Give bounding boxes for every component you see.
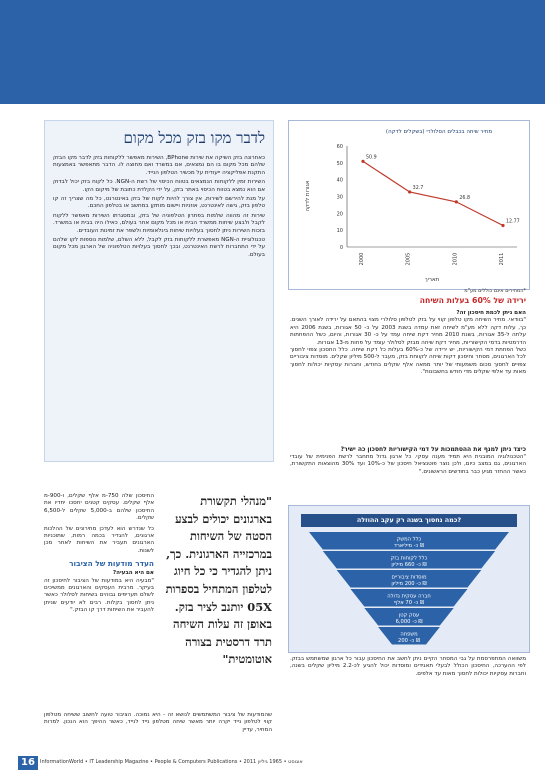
paragraph: כשל הפחתת דמי הקישוריות, יש ירידה של כ-60% בעלות כל דקת שיחה. כלל החסכון צפוי לחסוך לכל הארגונים, מסחר וחיסכון דקות שיחה לקווחת בזק, מעבר ל-500 מיליון שקלים. מוסדות ציבוריים צפויים לחסוך סכום משמעותי של יותר ממאה אלף שקלים בחודש, וחברות עסקיות יכולות לחסוך מאות עד אלפי שקלים מדי חודש בחשבונות". [290,347,526,376]
data-label: 12.77 [506,219,520,225]
chart-title: מחיר שיחה בכבלים הסלולרי (בשקלים לדקה) [385,129,493,135]
data-label: 50.9 [366,155,377,161]
sidebar-title: לדבר מקו בזק מכל מקום [123,129,265,147]
pyramid-level-name: עסק קטן [398,612,420,619]
subheading: העדר מודעות של הציבור [69,559,154,569]
section-body-2 [290,454,526,476]
x-axis-ticks [359,253,505,266]
y-tick-label: 60 [336,144,343,150]
paragraph: טכנולוגיית ה-NGN מאפשרת ללקוחות בזק לקבל, ללא השלם, שלמות נוספות לקו שלהם על ידי התחברות לרשת האינטרנט, ובכך לחסוך בעלויות הטלפוניה של הארגון מכל מקום בעולם. [53,237,265,258]
paragraph: החיסכון שלה 750-מ אלף שקלים, ו-900-מ אלף שקלים. עסקים קטנים יחסכו יחדיו את החיסכון שלהם ב-5,000 שקלים ל-6,500 שקלים. [44,493,154,522]
data-label: 32.7 [412,185,424,191]
paragraph: "מבעיה היא במודעות של הציבור לחיסכון זה בעיקר. מרבית העסקים והארגונים ממשיכים לשלם תעריפים גבוהים בשיחות לסלולר כאשר ניתן לחסוך בקלות. רבים לא יודעים שניתן להעביר את השיחות דרך קו הבזק." [44,577,154,614]
pyramid-level-amount: כ- 6,000 ₪ [395,619,423,625]
section-body [290,310,526,377]
data-point [455,200,458,203]
page-number: 16 [18,756,38,770]
savings-pyramid [288,505,530,653]
pyramid-level-name: מוסדות ציבוריים [391,574,427,581]
pyramid-title: כמה נחסוך בשנה רק עקב ההוזלה? [301,514,517,527]
pyramid-level-name: משפחה [400,631,418,638]
bottom-paragraph [44,712,272,734]
pyramid-level-amount: כ- 70 אלף ₪ [394,600,424,606]
price-chart [288,120,530,290]
section-heading: ירידה של 60% בעלות השיחה [419,296,526,305]
data-point [361,160,364,163]
footer-text: InformationWorld • IT Leadership Magazine • People & Computers Publications • 2011 אוגוסט • 1965 גיליון [40,759,303,765]
question: אם היא הבעיה? [112,570,154,577]
y-tick-label: 20 [336,211,343,218]
data-point [408,190,411,193]
data-label: 26.8 [459,195,471,201]
pyramid-level-amount: כ- 200 ₪ [398,638,420,644]
y-tick-label: 0 [339,245,343,251]
paragraph: השירות זמין ללקוחות הנמצאים בטווח הכיסוי של רשת ה-NGN. כל לקוח בזק יכול לבדוק אם הוא נמצא בטווח הכיסוי באתר בזק, על ידי הקלדת כתובת של מיקום הקו. [53,179,265,193]
pyramid-level-name: חברה עסקית גדולה [387,593,431,600]
pyramid-level-amount: כ- 200 מיליון ₪ [391,581,427,587]
sidebar-body [53,155,265,259]
question: האם ניתן לכמת חיסכון זה? [456,310,526,316]
y-tick-label: 50 [336,160,343,167]
header-band [0,0,545,104]
section-body-3 [290,656,526,678]
chart-svg [289,121,529,289]
paragraph: שירות זה מהווה שלמות בפתרון הטלפוניה של בזק, ובמסגרתו השירות מאפשר ללקוח לקבל ולבצע שיחות ממשרד הבית או מכל מקום אחר בעולם, כאילו היה בבית או במשרד. בזכות השירות ניתן לחסוך בעלויות שיחות בינלאומיות ולשפר את זמינות העובדים. [53,212,265,234]
paragraph: על מנת להירשם לשירות, אין צורך להיות לקוח של בזק באינטרנט, כל מה שצריך זה קו טלפון בזק, גישה לאינטרנט, אוזניות ויישום מותקן במחשב או בטלפון החכם. [53,196,265,210]
paragraph: "בוודאי. מחיר השיחה מקו טלפון קווי על בזק לטלפון סלולרי מצוי בהתאם על ירידה לאורך השנים. כך, עלות דקה ללא מע"מ לשיחה זאת עמדה בשנת 2003 על כ- 50 אגורות, בשנת 2006 היא עלתה ל-35 אגורות, בשנת 2010 מחיר דקת שיחה עמד על כ- 30 אגורות, והיום, כשל ההפחתות הדרמטיות בדמי הקישוריות, מחיר דקת שיחה מבזק לסלולר עומד על פחות מ-13 אגורות. [290,317,527,346]
y-tick-label: 40 [336,177,343,184]
paragraph: כאחרונה בזק השיקה את שירות BPhone, השירות מאפשר ללקוחות בזק לדבר מקו הבזק שלהם מכל מקום בו הם נמצאים, אם במשרד ואם מחוצה לו. הדבר מתאפשר באמצעות התקנת אפליקציה ייעודית על מכשיר הטלפון הנייד. [53,155,265,176]
pull-quote: "מנהלי תקשורת בארגונים יכולים לבצע הסטה של השיחות במרכזייה הארגונית. כך, ניתן להגדיר כי כל חיוג לטלפון המתחיל בספרות 05X יותנב לציר בזק. באופן זה עלות השיחה תרד דרסטית בצורה אוטומטית" [165,494,272,667]
pyramid-level-name: כלל לקוחות בזק [390,555,428,562]
y-tick-label: 30 [336,194,343,201]
chart-note: *המחירים אינם כוללים מע"מ [464,288,526,294]
x-tick-label: 2000 [359,252,365,266]
chart-xlabel: תאריך [424,277,440,283]
paragraph: משוואה המתפרסמת על גבי המסחר הקיים ניתן לחשב את החיסכון עבור כל ארגון שמשתמש בבזק. לפי ההערכה, החיסכון הכולל לבעלי תאגידים ומוסדות יכול להגיע לכ-2.2 מיליון שקלים בשנה, וחברות עסקיות יכולות לחסוך מאות עד אלפים. [290,656,526,677]
paragraph: "הטכנולוגיה המובנית היא תמיד מענה עסקי. כל ארגון גדול מתחבר לרשת הפנימית של עובדי הארגונים, גם במצב כיום, ולכן נוצר פוטנציאל חיסכון של כ-10% ועד 30% מהוצאות התקשורת, כאשר ההחזר מגיע כבר בחודשים הראשונים." [290,454,526,475]
data-point [501,224,504,227]
pyramid-level-amount: כ- מיליארד ₪ [393,543,425,549]
pyramid-level-amount: כ- 660 מיליון ₪ [391,562,427,568]
sidebar-box [44,120,274,462]
narrow-column [44,493,154,615]
question-heading: כיצד ניתן למנף את ההסתמכות על דמי הקישוריות לחסכון כה ישיר? [340,446,526,453]
page-footer [18,756,528,770]
x-tick-label: 2011 [499,252,505,266]
x-tick-label: 2005 [405,252,412,266]
paragraph: שהמודעות של ציבור המשתמשים לנושא זה - היא נמוכה. הציבור טועה לחשוב ששיחה מטלפון קווי לטלפון נייד יקרה יותר מאשר שיחה מטלפון נייד לנייד, כאשר ההיפך הוא הנכון. למרות המחיר, עדיין [44,712,272,733]
price-line [363,161,503,225]
x-tick-label: 2010 [452,252,459,266]
pyramid-svg [289,506,529,652]
chart-ylabel: אגורות לדקה [305,180,311,212]
y-axis-ticks [337,144,343,251]
y-tick-label: 10 [336,228,343,235]
pyramid-level-name: כלל המשק [396,536,422,543]
data-points [361,154,519,227]
paragraph: כל שנדרש הוא לעדכן מחירונים של ההלכות ארגונים, להגדיר בכמה רמות, שתוכניות הארגונים תעביר את השיחות לאחר מכן לשנות. [44,525,154,554]
